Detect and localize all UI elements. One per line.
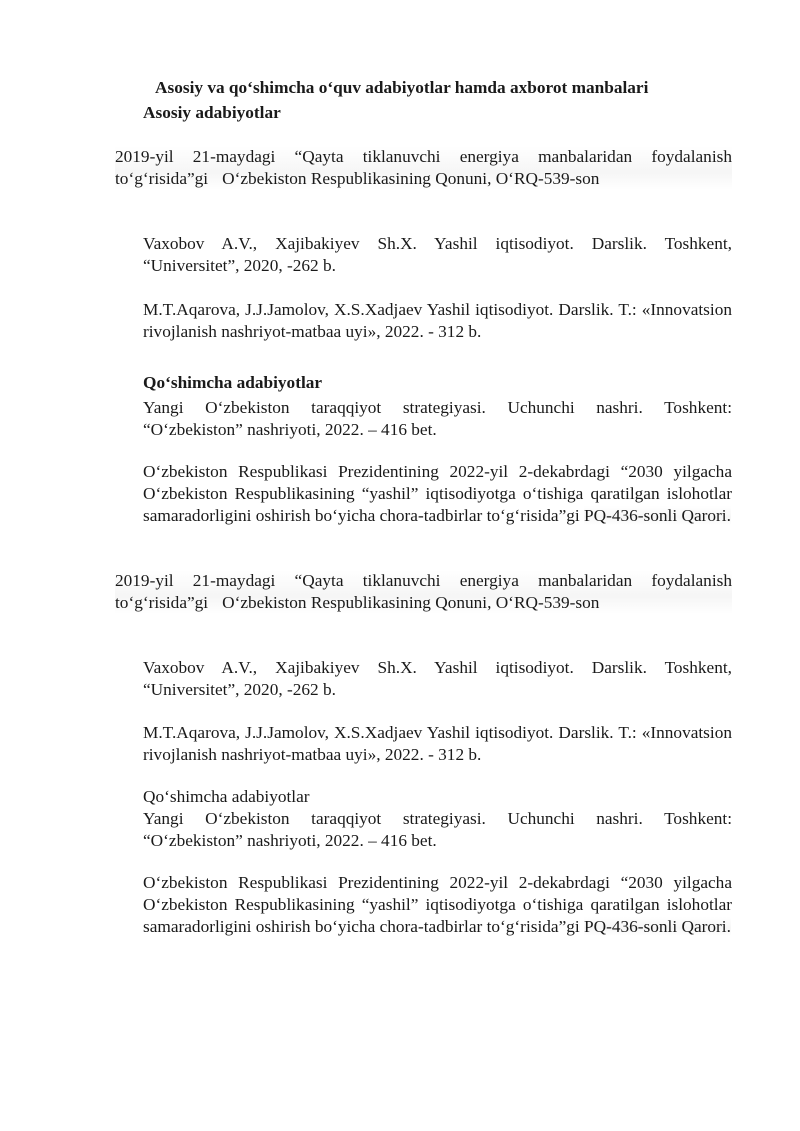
law-reference bbox=[115, 570, 732, 614]
decree-reference-text: O‘zbekiston Respublikasi Prezidentining 2022-yil 2-dekabrdagi “2030 yilgacha O‘zbekiston Respublikasining “yashil” iqtisodiyotga o‘tishiga qaratilgan islohotlar samaradorligini oshirish bo‘yicha chora-tadbirlar to‘g‘risida”gi bbox=[143, 873, 732, 936]
decree-reference-number: PQ-436-sonli Qarori. bbox=[584, 917, 731, 936]
literature-item: Vaxobov A.V., Xajibakiyev Sh.X. Yashil iqtisodiyot. Darslik. Toshkent, “Universitet”, 2020, -262 b. bbox=[143, 658, 732, 699]
law-reference-text: 2019-yil 21-maydagi “Qayta tiklanuvchi energiya manbalaridan foydalanish to‘g‘risida”gi bbox=[115, 147, 732, 188]
law-reference-source: O‘zbekiston Respublikasining Qonuni, O‘RQ-539-son bbox=[222, 593, 600, 612]
decree-reference-number: PQ-436-sonli Qarori. bbox=[584, 506, 731, 525]
additional-literature-heading: Qo‘shimcha adabiyotlar bbox=[143, 787, 310, 806]
literature-item: Yangi O‘zbekiston taraqqiyot strategiyasi. Uchunchi nashri. Toshkent: “O‘zbekiston” nashriyoti, 2022. – 416 bet. bbox=[143, 809, 732, 850]
literature-item: M.T.Aqarova, J.J.Jamolov, X.S.Xadjaev Yashil iqtisodiyot. Darslik. T.: «Innovatsion rivojlanish nashriyot-matbaa uyi», 2022. - 312 b. bbox=[143, 300, 732, 341]
literature-item: M.T.Aqarova, J.J.Jamolov, X.S.Xadjaev Yashil iqtisodiyot. Darslik. T.: «Innovatsion rivojlanish nashriyot-matbaa uyi», 2022. - 312 b. bbox=[143, 723, 732, 764]
decree-reference bbox=[143, 461, 732, 527]
document-title: Asosiy va qo‘shimcha o‘quv adabiyotlar hamda axborot manbalari bbox=[155, 78, 649, 97]
literature-item: Vaxobov A.V., Xajibakiyev Sh.X. Yashil iqtisodiyot. Darslik. Toshkent, “Universitet”, 2020, -262 b. bbox=[143, 234, 732, 275]
decree-reference bbox=[143, 872, 732, 938]
law-reference bbox=[115, 146, 732, 190]
law-reference-source: O‘zbekiston Respublikasining Qonuni, O‘RQ-539-son bbox=[222, 169, 600, 188]
decree-reference-text: O‘zbekiston Respublikasi Prezidentining 2022-yil 2-dekabrdagi “2030 yilgacha O‘zbekiston Respublikasining “yashil” iqtisodiyotga o‘tishiga qaratilgan islohotlar samaradorligini oshirish bo‘yicha chora-tadbirlar to‘g‘risida”gi bbox=[143, 462, 732, 525]
additional-literature-heading: Qo‘shimcha adabiyotlar bbox=[143, 373, 323, 392]
main-literature-heading: Asosiy adabiyotlar bbox=[143, 103, 281, 122]
law-reference-text: 2019-yil 21-maydagi “Qayta tiklanuvchi energiya manbalaridan foydalanish to‘g‘risida”gi bbox=[115, 571, 732, 612]
literature-item: Yangi O‘zbekiston taraqqiyot strategiyasi. Uchunchi nashri. Toshkent: “O‘zbekiston” nashriyoti, 2022. – 416 bet. bbox=[143, 398, 732, 439]
